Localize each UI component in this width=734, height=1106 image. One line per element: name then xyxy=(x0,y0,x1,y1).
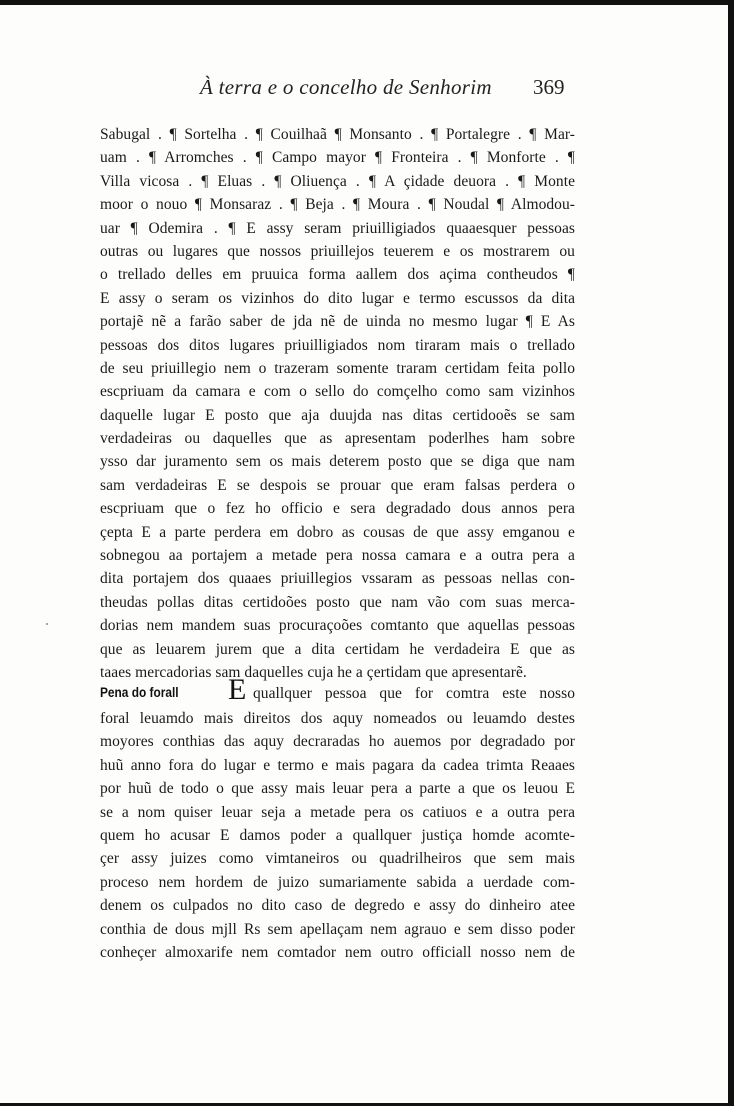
text-line: o trellado delles em pruuica forma aallem dos açima contheudos ¶ xyxy=(100,266,575,284)
section-side-heading: Pena do forall xyxy=(100,685,179,700)
text-line: Sabugal . ¶ Sortelha . ¶ Couilhaã ¶ Monsanto . ¶ Portalegre . ¶ Mar- xyxy=(100,126,575,143)
text-line: çer assy juizes como vimtaneiros ou quadrilheiros que sem mais xyxy=(100,850,575,868)
text-line: que as leuarem jurem que a dita certidam he verdadeira E que as xyxy=(100,640,575,658)
section-first-line xyxy=(253,682,575,705)
drop-cap: E xyxy=(228,673,247,706)
text-line: conheçer almoxarife nem comtador nem outro officiall nosso nem de xyxy=(100,943,575,961)
text-line: sam verdadeiras E se despois se prouar que eram falsas perdera o xyxy=(100,476,575,494)
text-line: dorias nem mandem suas procuraçoões comtanto que aquellas pessoas xyxy=(100,617,575,635)
text-line: quem ho acusar E damos poder a quallquer justiça homde acomte- xyxy=(100,826,575,844)
text-line: çepta E a parte perdera em dobro as cousas de que assy emganou e xyxy=(100,523,575,541)
section-text-block xyxy=(100,707,575,964)
text-line: por huũ de todo o que assy mais leuar pera a parte a que os leuou E xyxy=(100,780,575,798)
text-line: theudas pollas ditas certidoões posto que nam vão com suas merca- xyxy=(100,593,575,611)
text-line: foral leuamdo mais direitos dos aquy nomeados ou leuamdo destes xyxy=(100,710,575,727)
body-text-block xyxy=(100,123,575,684)
text-line: huũ anno fora do lugar e termo e mais pagara da cadea trimta Reaaes xyxy=(100,756,575,774)
text-line: quallquer pessoa que for comtra este nosso xyxy=(253,685,575,702)
text-line: verdadeiras ou daquelles que as apresentam poderlhes ham sobre xyxy=(100,430,575,448)
running-head: À terra e o concelho de Senhorim xyxy=(200,75,492,99)
text-line: se a nom quiser leuar seja a metade pera os catiuos e a outra pera xyxy=(100,803,575,821)
page-number: 369 xyxy=(533,75,565,99)
text-line: outras ou lugares que nossos priuillejos teuerem e os mostrarem ou xyxy=(100,242,575,260)
text-line: E assy o seram os vizinhos do dito lugar e termo escussos da dita xyxy=(100,289,575,307)
paper-speck xyxy=(46,623,48,625)
text-line: de seu priuillegio nem o trazeram somente traram certidam feita pollo xyxy=(100,359,575,377)
text-line: dita portajem dos quaaes priuillegios vssaram as pessoas nellas con- xyxy=(100,570,575,588)
text-line: conthia de dous mjll Rs sem apellaçam nem agrauo e sem disso poder xyxy=(100,920,575,938)
text-line: pessoas dos ditos lugares priuilligiados nom tiraram mais o trellado xyxy=(100,336,575,354)
text-line: ysso dar juramento sem os mais deterem posto que se diga que nam xyxy=(100,453,575,471)
text-line: proceso nem hordem de juizo sumariamente sabida a uerdade com- xyxy=(100,873,575,891)
text-line: uar ¶ Odemira . ¶ E assy seram priuilligiados quaaesquer pessoas xyxy=(100,219,575,237)
text-line: taaes mercadorias sam daquelles cuja he a çertidam que apresentarẽ. xyxy=(100,663,527,681)
text-line: moor o nouo ¶ Monsaraz . ¶ Beja . ¶ Moura . ¶ Noudal ¶ Almodou- xyxy=(100,196,575,214)
text-line: moyores conthias das aquy decraradas ho auemos por degradado por xyxy=(100,733,575,751)
text-line: Villa vicosa . ¶ Eluas . ¶ Oliuença . ¶ A çidade deuora . ¶ Monte xyxy=(100,172,575,190)
text-line: denem os culpados no dito caso de degredo e assy do dinheiro atee xyxy=(100,897,575,915)
text-line: escpriuam da camara e com o sello do comçelho como sam vizinhos xyxy=(100,383,575,401)
text-line: uam . ¶ Arromches . ¶ Campo mayor ¶ Fronteira . ¶ Monforte . ¶ xyxy=(100,149,575,167)
text-line: sobnegou aa portajem a metade pera nossa camara e a outra pera a xyxy=(100,547,575,565)
text-line: escpriuam que o fez ho officio e sera degradado dous annos pera xyxy=(100,500,575,518)
text-line: daquelle lugar E posto que aja duujda nas ditas certidooẽs se sam xyxy=(100,406,575,424)
text-line: portajẽ nẽ a farão saber de jda nẽ de uinda no mesmo lugar ¶ E As xyxy=(100,313,575,331)
